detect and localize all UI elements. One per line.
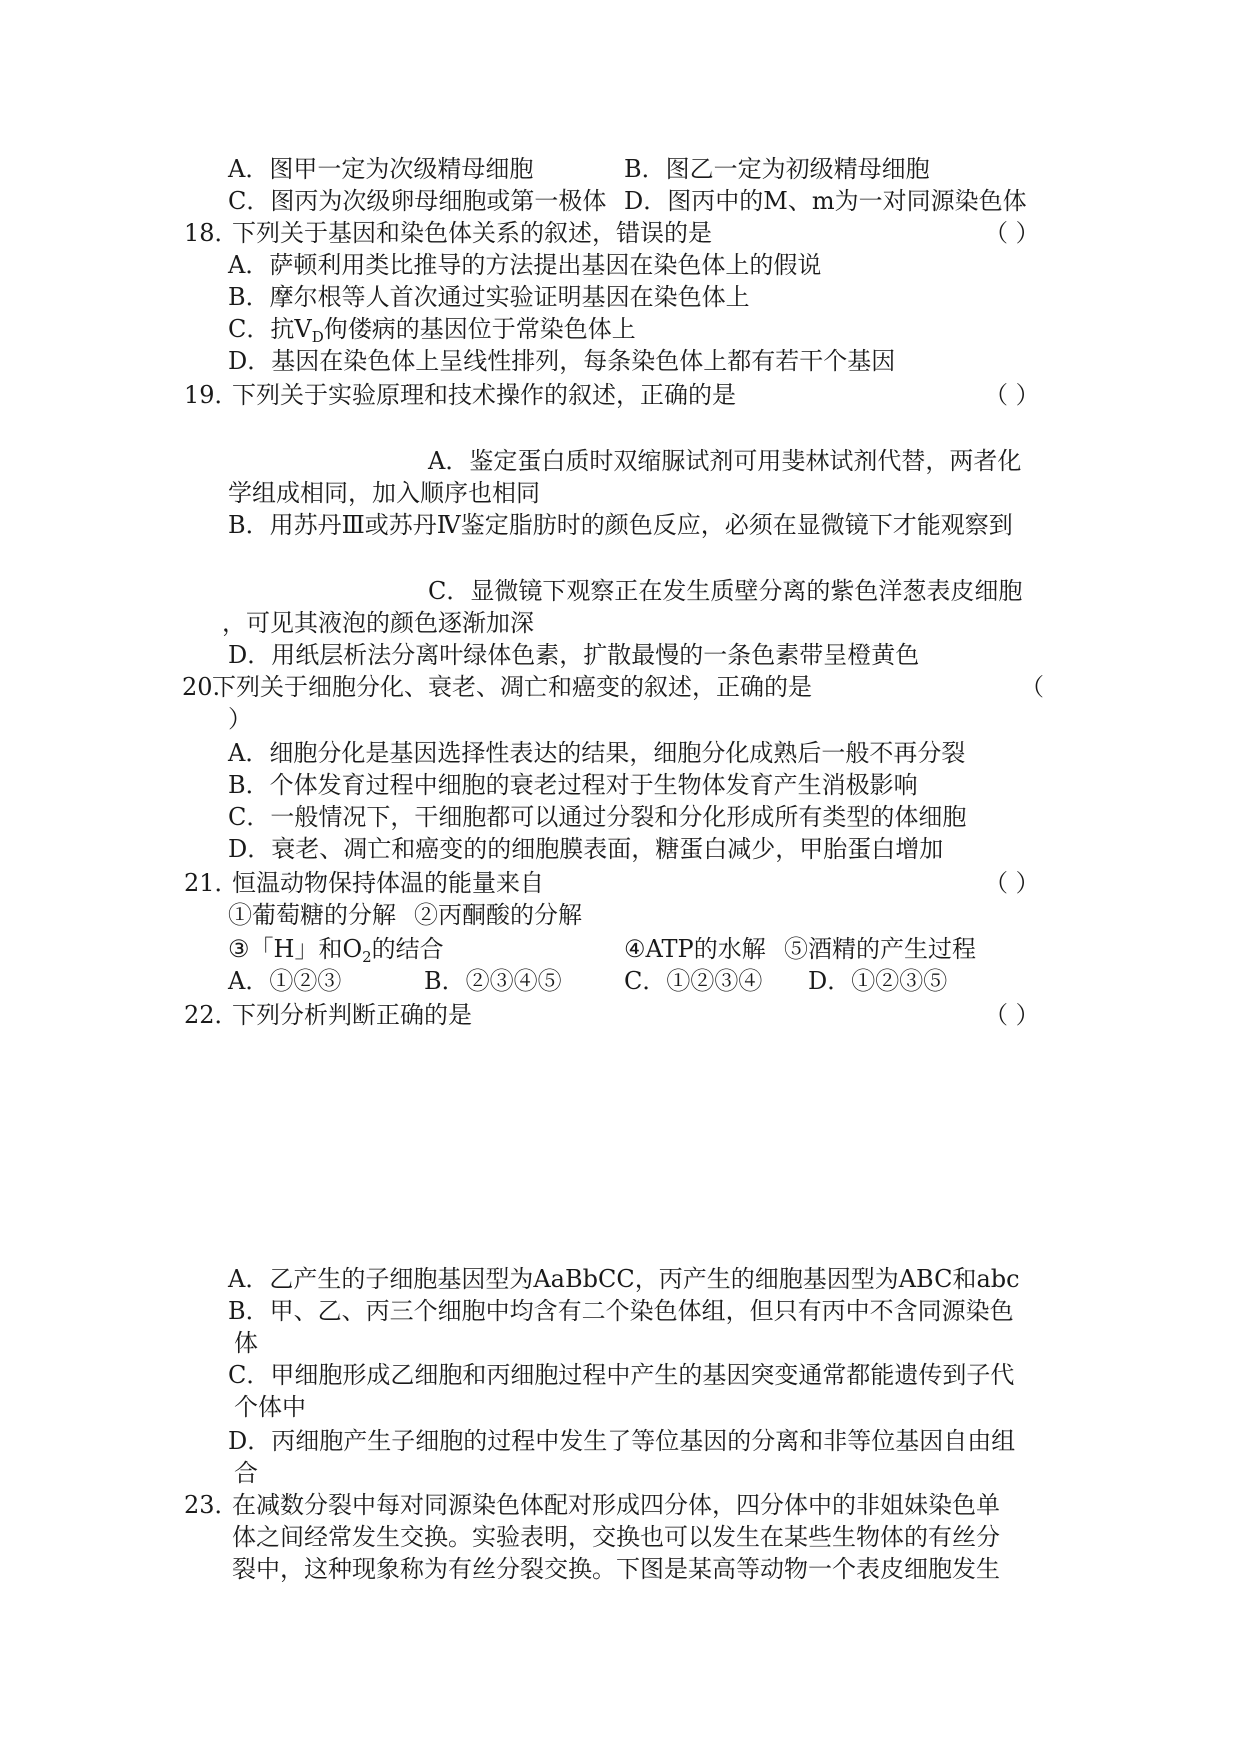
q18-stem: 下列关于基因和染色体关系的叙述，错误的是	[232, 219, 712, 247]
q22-answer-bracket: （ ）	[984, 1001, 1040, 1029]
q19-option-b: B．用苏丹Ⅲ或苏丹Ⅳ鉴定脂肪时的颜色反应，必须在显微镜下才能观察到	[228, 511, 1013, 539]
q18-number: 18．	[184, 219, 239, 247]
q21-item-3-pre: ③「H」和O	[228, 935, 363, 963]
q17-option-c: C．图丙为次级卵母细胞或第一极体	[228, 187, 607, 215]
q21-item-3-post: 的结合	[371, 935, 444, 963]
q18-option-c-sub: D	[311, 328, 324, 346]
q21-answer-bracket: （ ）	[984, 869, 1040, 897]
q17-option-d: D．图丙中的M、m为一对同源染色体	[624, 187, 1027, 215]
q23-stem-line2: 体之间经常发生交换。实验表明，交换也可以发生在某些生物体的有丝分	[232, 1523, 1000, 1551]
q20-bracket-close: ）	[228, 705, 252, 733]
q18-option-c	[228, 314, 636, 344]
q20-bracket-open: （	[1020, 673, 1044, 701]
q22-option-c-line1: C．甲细胞形成乙细胞和丙细胞过程中产生的基因突变通常都能遗传到子代	[228, 1361, 1015, 1389]
q19-option-a-line1: A．鉴定蛋白质时双缩脲试剂可用斐林试剂代替，两者化	[428, 447, 1022, 475]
q18-option-c-post: 佝偻病的基因位于常染色体上	[323, 315, 636, 343]
q21-option-a: A．①②③	[228, 967, 342, 995]
q18-option-d: D．基因在染色体上呈线性排列，每条染色体上都有若干个基因	[228, 347, 896, 375]
q23-stem-line3: 裂中，这种现象称为有丝分裂交换。下图是某高等动物一个表皮细胞发生	[232, 1555, 1000, 1583]
q20-option-a: A．细胞分化是基因选择性表达的结果，细胞分化成熟后一般不再分裂	[228, 739, 966, 767]
q22-option-d-line1: D．丙细胞产生子细胞的过程中发生了等位基因的分离和非等位基因自由组	[228, 1427, 1016, 1455]
q21-item-4: ④ATP的水解	[624, 935, 766, 963]
q19-option-d: D．用纸层析法分离叶绿体色素，扩散最慢的一条色素带呈橙黄色	[228, 641, 920, 669]
q21-stem: 恒温动物保持体温的能量来自	[232, 869, 544, 897]
q23-stem-line1: 在减数分裂中每对同源染色体配对形成四分体，四分体中的非姐妹染色单	[232, 1491, 1000, 1519]
q17-option-b: B．图乙一定为初级精母细胞	[624, 155, 930, 183]
q22-option-c-line2: 个体中	[234, 1393, 306, 1421]
q21-option-b: B．②③④⑤	[424, 967, 562, 995]
q19-option-c-line2: ，可见其液泡的颜色逐渐加深	[222, 609, 534, 637]
q21-item-3-sub: 2	[362, 948, 372, 966]
q21-item-2: ②丙酮酸的分解	[414, 901, 582, 929]
q22-option-b-line2: 体	[234, 1329, 258, 1357]
q18-option-b: B．摩尔根等人首次通过实验证明基因在染色体上	[228, 283, 750, 311]
q22-option-a: A．乙产生的子细胞基因型为AaBbCC，丙产生的细胞基因型为ABC和abc	[228, 1265, 1020, 1293]
q22-option-d-line2: 合	[234, 1459, 258, 1487]
q18-option-a: A．萨顿利用类比推导的方法提出基因在染色体上的假说	[228, 251, 822, 279]
q20-option-c: C．一般情况下，干细胞都可以通过分裂和分化形成所有类型的体细胞	[228, 803, 967, 831]
q21-item-3	[228, 934, 444, 964]
q20-option-b: B．个体发育过程中细胞的衰老过程对于生物体发育产生消极影响	[228, 771, 918, 799]
q21-option-c: C．①②③④	[624, 967, 763, 995]
q21-option-d: D．①②③⑤	[808, 967, 948, 995]
q22-stem: 下列分析判断正确的是	[232, 1001, 472, 1029]
q19-option-c-line1: C．显微镜下观察正在发生质壁分离的紫色洋葱表皮细胞	[428, 577, 1023, 605]
q18-option-c-pre: C．抗V	[228, 315, 312, 343]
q23-number: 23．	[184, 1491, 239, 1519]
q22-number: 22．	[184, 1001, 239, 1029]
q19-stem: 下列关于实验原理和技术操作的叙述，正确的是	[232, 381, 736, 409]
q21-item-5: ⑤酒精的产生过程	[784, 935, 976, 963]
q19-number: 19．	[184, 381, 239, 409]
q21-number: 21．	[184, 869, 239, 897]
q20-number: 20.	[182, 673, 221, 701]
q20-stem: 下列关于细胞分化、衰老、凋亡和癌变的叙述，正确的是	[212, 673, 812, 701]
q21-item-1: ①葡萄糖的分解	[228, 901, 396, 929]
q20-option-d: D．衰老、凋亡和癌变的的细胞膜表面，糖蛋白减少，甲胎蛋白增加	[228, 835, 944, 863]
q22-option-b-line1: B．甲、乙、丙三个细胞中均含有二个染色体组，但只有丙中不含同源染色	[228, 1297, 1014, 1325]
q19-option-a-line2: 学组成相同，加入顺序也相同	[228, 479, 540, 507]
q17-option-a: A．图甲一定为次级精母细胞	[228, 155, 534, 183]
q19-answer-bracket: （ ）	[984, 381, 1040, 409]
q18-answer-bracket: （ ）	[984, 219, 1040, 247]
